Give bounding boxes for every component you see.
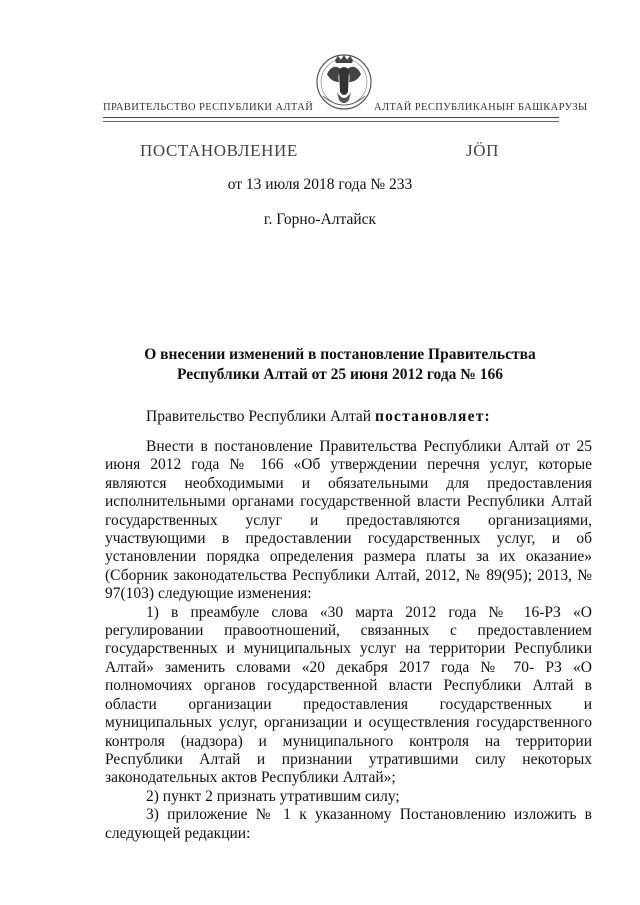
header-org-right: АЛТАЙ РЕСПУБЛИКАНЫҤ БАШКАРУЗЫ xyxy=(374,102,588,113)
preamble xyxy=(146,408,491,426)
preamble-lead: Правительство Республики Алтай xyxy=(146,408,375,425)
doc-type-altai: ЈÖП xyxy=(466,141,499,160)
document-city: г. Горно-Алтайск xyxy=(263,211,377,228)
paragraph: 1) в преамбуле слова «30 марта 2012 года № 16-РЗ «О регулировании правоотношений, связанных с предоставлением государственных и муниципальных услуг на территории Республики Алтай» заменить словами «20 декабря 2017 года № 70- РЗ «О полномочиях органов государственной власти Республики Алтай в области организации предоставления государственных и муниципальных услуг, организации и осуществления государственного контроля (надзора) и муниципального контроля на территории Республики Алтай и признании утратившими силу некоторых законодательных актов Республики Алтай»; xyxy=(105,603,592,787)
header-divider xyxy=(103,117,559,118)
paragraph: 3) приложение № 1 к указанному Постановлению изложить в следующей редакции: xyxy=(105,806,592,842)
document-date-number: от 13 июля 2018 года № 233 xyxy=(227,176,413,193)
coat-of-arms-icon xyxy=(313,52,375,118)
header-org-left: ПРАВИТЕЛЬСТВО РЕСПУБЛИКИ АЛТАЙ xyxy=(103,102,314,113)
header-divider-thin xyxy=(103,121,559,122)
preamble-decree: постановляет: xyxy=(374,408,491,425)
document-title: О внесении изменений в постановление Правительства Республики Алтай от 25 июня 2012 года № 166 xyxy=(144,346,536,383)
doc-type-russian: ПОСТАНОВЛЕНИЕ xyxy=(140,141,298,160)
document-body xyxy=(105,438,592,843)
paragraph: Внести в постановление Правительства Республики Алтай от 25 июня 2012 года № 166 «Об утверждении перечня услуг, которые являются необходимыми и обязательными для предоставления исполнительными органами государственной власти Республики Алтай государственных услуг и предоставляются организациями, участвующими в предоставлении государственных услуг, и об установлении порядка определения размера платы за их оказание» (Сборник законодательства Республики Алтай, 2012, № 89(95); 2013, № 97(103) следующие изменения: xyxy=(105,438,592,603)
paragraph: 2) пункт 2 признать утратившим силу; xyxy=(146,787,400,805)
